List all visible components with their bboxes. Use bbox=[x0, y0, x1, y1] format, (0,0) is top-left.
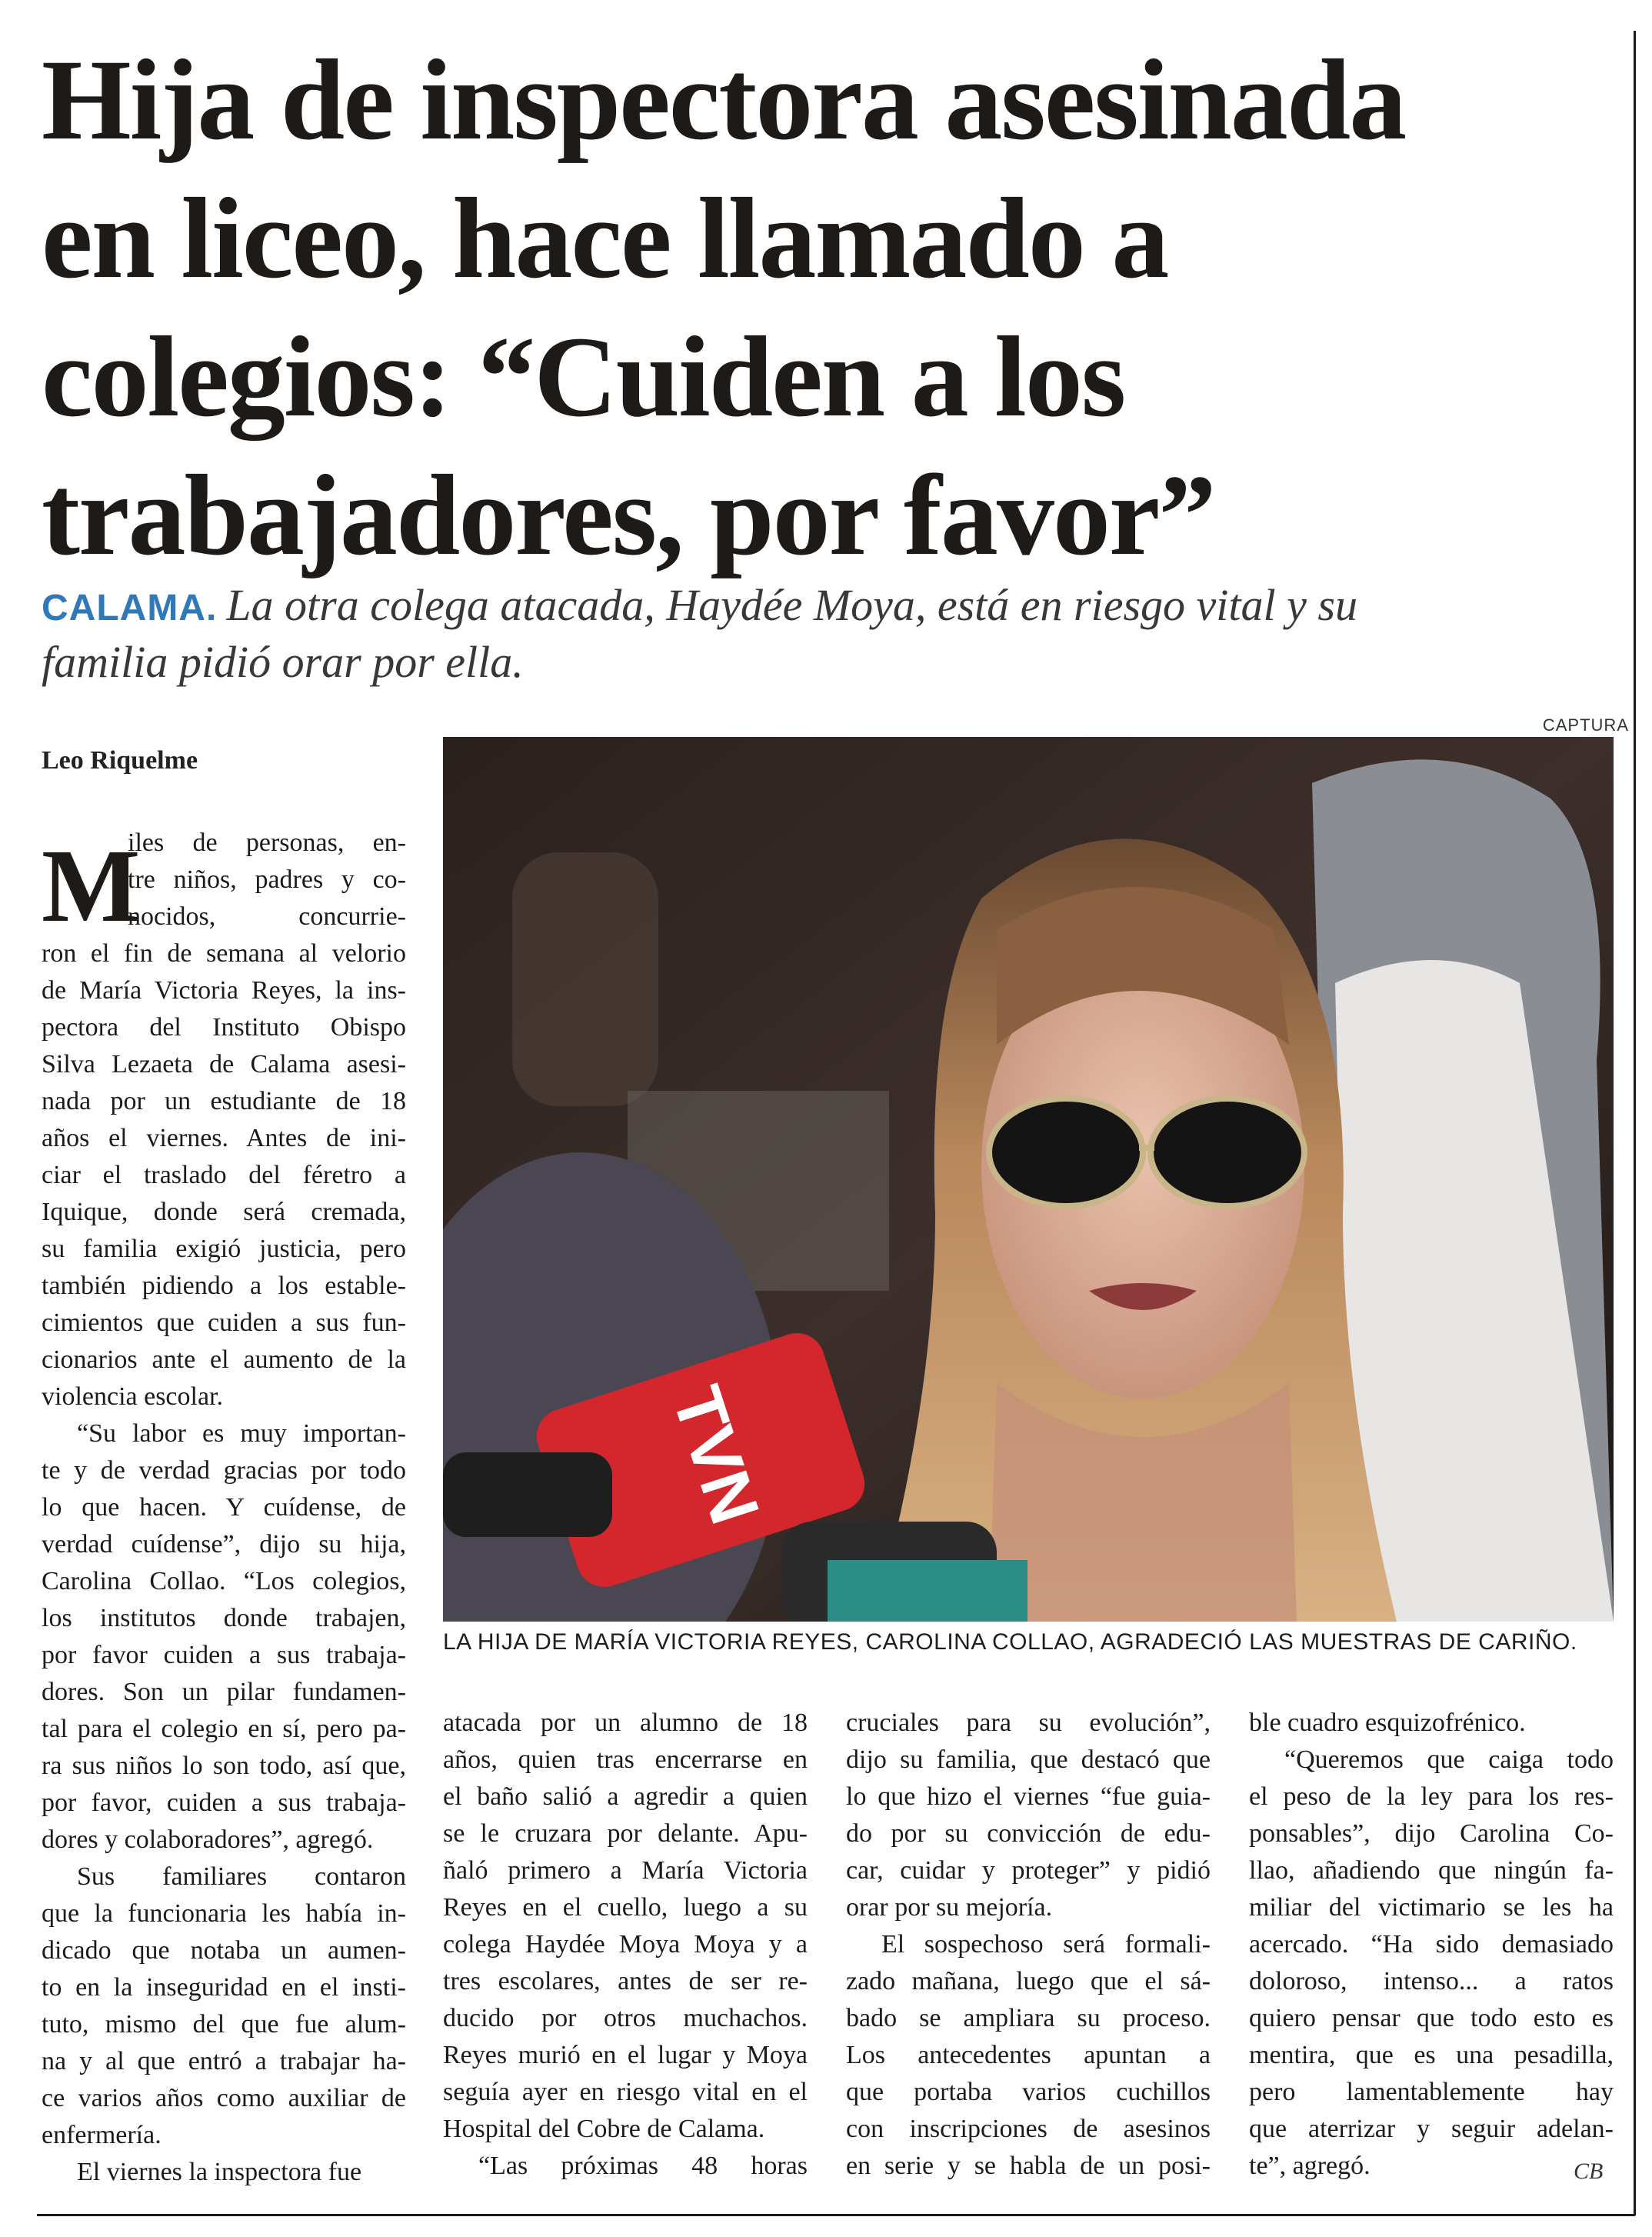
article-column-2 bbox=[443, 1705, 808, 2185]
body-line: pectora del Instituto Obispo bbox=[42, 1013, 406, 1042]
body-line: se le cruzara por delante. Apu- bbox=[443, 1819, 808, 1848]
body-line: tal para el colegio en sí, pero pa- bbox=[42, 1715, 406, 1743]
body-line: Carolina Collao. “Los colegios, bbox=[42, 1567, 406, 1595]
body-line: tres escolares, antes de ser re- bbox=[443, 1967, 808, 1995]
headline-line: colegios: “Cuiden a los bbox=[42, 313, 1125, 441]
body-line: atacada por un alumno de 18 bbox=[443, 1709, 808, 1737]
body-line: que la funcionaria les había in- bbox=[42, 1899, 406, 1928]
body-line: verdad cuídense”, dijo su hija, bbox=[42, 1530, 406, 1559]
body-line: te”, agregó. bbox=[1249, 2152, 1371, 2180]
body-line: “Su labor es muy importan- bbox=[77, 1419, 406, 1448]
body-line: lo que hacen. Y cuídense, de bbox=[42, 1493, 406, 1522]
body-line: do por su convicción de edu- bbox=[846, 1819, 1211, 1848]
body-line: zado mañana, luego que el sá- bbox=[846, 1967, 1211, 1995]
body-line: dicado que notaba un aumen- bbox=[42, 1936, 406, 1965]
body-line: ñaló primero a María Victoria bbox=[443, 1856, 808, 1885]
body-line: su familia exigió justicia, pero bbox=[42, 1235, 406, 1263]
body-line: de María Victoria Reyes, la ins- bbox=[42, 976, 406, 1005]
body-line: dores. Son un pilar fundamen- bbox=[42, 1678, 406, 1706]
body-line: “Las próximas 48 horas bbox=[478, 2152, 808, 2180]
body-line: el peso de la ley para los res- bbox=[1249, 1782, 1614, 1811]
bottom-rule bbox=[37, 2214, 1635, 2216]
body-line: ducido por otros muchachos. bbox=[443, 2004, 808, 2032]
body-line: Reyes en el cuello, luego a su bbox=[443, 1893, 808, 1922]
body-line: tre niños, padres y co- bbox=[128, 865, 406, 894]
body-line: llao, añadiendo que ningún fa- bbox=[1249, 1856, 1614, 1885]
subheadline bbox=[42, 578, 1610, 689]
body-line: nocidos, concurrie- bbox=[128, 902, 406, 931]
headline bbox=[42, 31, 1626, 585]
body-line: con inscripciones de asesinos bbox=[846, 2115, 1211, 2143]
body-line: Reyes murió en el lugar y Moya bbox=[443, 2041, 808, 2069]
body-line: colega Haydée Moya Moya y a bbox=[443, 1930, 808, 1959]
body-line: na y al que entró a trabajar ha- bbox=[42, 2047, 406, 2075]
body-line: años, quien tras encerrarse en bbox=[443, 1745, 808, 1774]
body-line: lo que hizo el viernes “fue guia- bbox=[846, 1782, 1211, 1811]
body-line: Sus familiares contaron bbox=[77, 1862, 406, 1891]
background-statue bbox=[512, 852, 658, 1106]
article-column-1 bbox=[42, 825, 406, 2191]
body-line: to en la inseguridad en el insti- bbox=[42, 1973, 406, 2002]
body-line: cimientos que cuiden a sus fun- bbox=[42, 1309, 406, 1337]
body-line: que aterrizar y seguir adelan- bbox=[1249, 2115, 1614, 2143]
body-line: mentira, que es una pesadilla, bbox=[1249, 2041, 1614, 2069]
end-mark-icon: CB bbox=[1574, 2159, 1604, 2184]
body-line: cionarios ante el aumento de la bbox=[42, 1345, 406, 1374]
byline: Leo Riquelme bbox=[42, 746, 198, 775]
body-line: por favor cuiden a sus trabaja- bbox=[42, 1641, 406, 1669]
body-line: los institutos donde trabajen, bbox=[42, 1604, 406, 1632]
body-line: El sospechoso será formali- bbox=[881, 1930, 1211, 1959]
drop-cap: M bbox=[42, 828, 141, 944]
body-line: que portaba varios cuchillos bbox=[846, 2078, 1211, 2106]
body-line: ble cuadro esquizofrénico. bbox=[1249, 1709, 1526, 1737]
body-line: El viernes la inspectora fue bbox=[77, 2158, 362, 2186]
body-line: miliar del victimario se les ha bbox=[1249, 1893, 1614, 1922]
body-line: cruciales para su evolución”, bbox=[846, 1709, 1211, 1737]
body-line: ciar el traslado del féretro a bbox=[42, 1161, 406, 1189]
body-line: en serie y se habla de un posi- bbox=[846, 2152, 1211, 2180]
headline-line: en liceo, hace llamado a bbox=[42, 175, 1168, 302]
headline-line: trabajadores, por favor” bbox=[42, 452, 1215, 579]
article-column-4 bbox=[1249, 1705, 1614, 2185]
body-line: bado se ampliara su proceso. bbox=[846, 2004, 1211, 2032]
body-line: ce varios años como auxiliar de bbox=[42, 2084, 406, 2112]
body-line: por favor, cuiden a sus trabaja- bbox=[42, 1789, 406, 1817]
body-line: nada por un estudiante de 18 bbox=[42, 1087, 406, 1115]
body-line: car, cuidar y proteger” y pidió bbox=[846, 1856, 1211, 1885]
article-column-3 bbox=[846, 1705, 1211, 2185]
body-line: ron el fin de semana al velorio bbox=[42, 939, 406, 968]
body-line: ponsables”, dijo Carolina Co- bbox=[1249, 1819, 1614, 1848]
body-line: también pidiendo a los estable- bbox=[42, 1272, 406, 1300]
location-kicker: CALAMA. bbox=[42, 588, 218, 628]
body-line: años el viernes. Antes de ini- bbox=[42, 1124, 406, 1152]
body-line: acercado. “Ha sido demasiado bbox=[1249, 1930, 1614, 1959]
news-photo bbox=[443, 737, 1614, 1622]
body-line: dijo su familia, que destacó que bbox=[846, 1745, 1211, 1774]
body-line: “Queremos que caiga todo bbox=[1284, 1745, 1614, 1774]
body-line: te y de verdad gracias por todo bbox=[42, 1456, 406, 1485]
subheadline-text: La otra colega atacada, Haydée Moya, está en riesgo vital y su bbox=[226, 580, 1357, 630]
body-line: pero lamentablemente hay bbox=[1249, 2078, 1614, 2106]
subheadline-line bbox=[42, 578, 1610, 635]
body-line: el baño salió a agredir a quien bbox=[443, 1782, 808, 1811]
body-line: dores y colaboradores”, agregó. bbox=[42, 1825, 374, 1854]
microphone-label: TVN bbox=[657, 1377, 774, 1533]
subheadline-line: familia pidió orar por ella. bbox=[42, 637, 524, 687]
body-line: Iquique, donde será cremada, bbox=[42, 1198, 406, 1226]
body-line: orar por su mejoría. bbox=[846, 1893, 1053, 1922]
photo-caption: LA HIJA DE MARÍA VICTORIA REYES, CAROLINA COLLAO, AGRADECIÓ LAS MUESTRAS DE CARIÑO. bbox=[443, 1629, 1577, 1655]
body-line: enfermería. bbox=[42, 2121, 162, 2149]
body-line: Silva Lezaeta de Calama asesi- bbox=[42, 1050, 406, 1078]
body-line: ra sus niños lo son todo, así que, bbox=[42, 1752, 406, 1780]
body-line: doloroso, intenso... a ratos bbox=[1249, 1967, 1614, 1995]
body-line: iles de personas, en- bbox=[128, 828, 406, 857]
photo-credit: CAPTURA bbox=[1542, 715, 1629, 735]
body-line: tuto, mismo del que fue alum- bbox=[42, 2010, 406, 2039]
headline-line: Hija de inspectora asesinada bbox=[42, 36, 1406, 164]
body-line: Los antecedentes apuntan a bbox=[846, 2041, 1211, 2069]
body-line: violencia escolar. bbox=[42, 1382, 224, 1411]
body-line: seguía ayer en riesgo vital en el bbox=[443, 2078, 808, 2106]
body-line: Hospital del Cobre de Calama. bbox=[443, 2115, 765, 2143]
right-column-rule bbox=[1634, 31, 1636, 2215]
body-line: quiero pensar que todo esto es bbox=[1249, 2004, 1614, 2032]
